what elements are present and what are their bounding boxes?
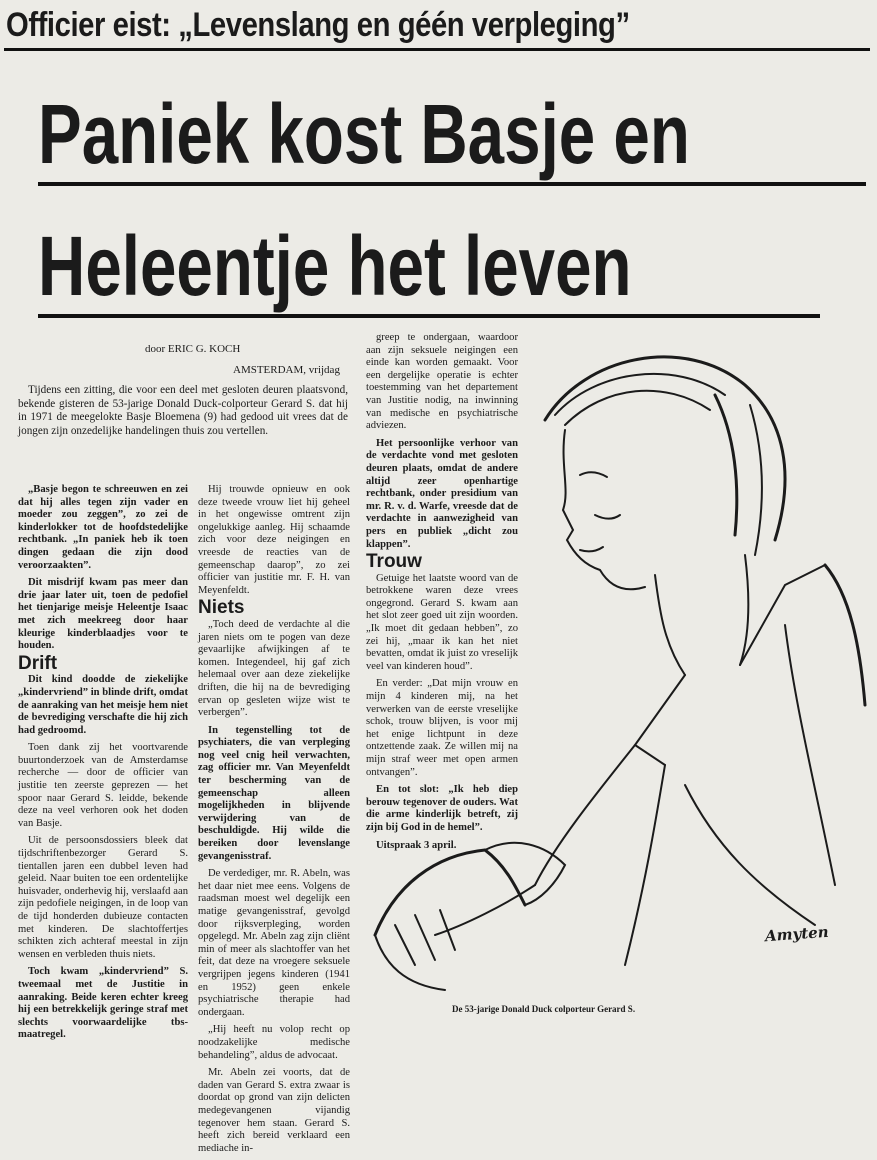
col2-paragraph-6: Mr. Abeln zei voorts, dat de daden van Gerard S. extra zwaar is doordat op grond van zijn delicten medegevangenen vijandig tegenover hem staan. Gerard S. heeft zich bereid verklaard een mediache in- (198, 1067, 350, 1154)
col1-paragraph-5: Uit de persoonsdossiers bleek dat tijdschriftenbezorger Gerard S. tientallen jaren een dubbel leven had geleid. Naar buiten toe een ordentelijke huisvader, onderhevig hij, verslaafd aan zijn pedofiele neigingen, in de loop van de tijd honderden dubieuze contacten met kinderen. De slachtoffertjes schikten zich achteraf meestal in zijn wensen en verbleden thuis niets. (18, 835, 188, 960)
courtroom-sketch (355, 325, 870, 1005)
col1-paragraph-4: Toen dank zij het voortvarende buurtonderzoek van de Amsterdamse recherche — door de officier van justitie ten zeerste geprezen — het spoor naar Gerard S. leidde, bekende deze na veel verhoren ook het doden van Basje. (18, 742, 188, 829)
byline: door ERIC G. KOCH (145, 343, 241, 355)
column-1 (18, 484, 188, 1047)
col3-paragraph-5: En tot slot: „Ik heb diep berouw tegenover de ouders. Wat die arme kinderlijk betreft, zij zijn bij God in de hemel”. (366, 784, 518, 833)
subhead-niets: Niets (198, 597, 245, 619)
subhead-trouw: Trouw (366, 551, 422, 573)
col2-paragraph-1: Hij trouwde opnieuw en ook deze tweede vrouw liet hij geheel in het ongewisse omtrent zijn ongelukkige aanleg. Hij schaamde zich voor deze neigingen en vreesde de reacties van de gemeenschap daarop”, zo zei officier van justitie mr. F. H. van Meyenfeldt. (198, 484, 350, 596)
intro-text: Tijdens een zitting, die voor een deel met gesloten deuren plaatsvond, bekende gisteren de 53-jarige Donald Duck-colporteur Gerard S. dat hij in 1971 de meegelokte Basje Bloemena (9) had gedood uit vrees dat de jongen zijn onzedelijke handelingen thuis zou vertellen. (18, 384, 348, 437)
col3-paragraph-6: Uitspraak 3 april. (376, 839, 457, 851)
kicker-headline: Officier eist: „Levenslang en géén verpleging” (6, 6, 630, 44)
kicker-rule (4, 48, 870, 51)
col2-paragraph-4: De verdediger, mr. R. Abeln, was het daar niet mee eens. Volgens de raadsman moest wel degelijk een matige gevangenisstraf, gevolgd door rijksverpleging, worden opgelegd. Mr. Abeln zag zijn cliënt min of meer als slachtoffer van het feit, dat deze na vroegere seksuele vergrijpen jegens kinderen (1941 en 1952) geen enkele psychiatrische therapie had ondergaan. (198, 868, 350, 1018)
headline-rule-1 (38, 182, 866, 186)
headline-line-1: Paniek kost Basje en (38, 87, 690, 181)
col1-quote: „Basje begon te schreeuwen en zei dat hij alles tegen zijn vader en moeder zou zeggen”, zo zei de kinderlokker tot de hoofdstedelijke rechtbank. „In paniek heb ik toen dingen gedaan die zijn dood veroorzaakten”. (18, 484, 188, 571)
col2-paragraph-3: In tegenstelling tot de psychiaters, die van verpleging nog veel cnig heil verwachten, zag officier mr. Van Meyenfeldt ter bescherming van de gemeenschap alleen mogelijkheden in blijvende verwijdering van de beschuldigde. Hij wilde die bereiken door levenslange gevangenisstraf. (198, 724, 350, 862)
col3-paragraph-3: Getuige het laatste woord van de betrokkene waren deze vrees ongegrond. Gerard S. kwam aan het slot zeer goed uit zijn woorden. „Ik moet dit gedaan hebben”, zo zei hij, „maar ik kan het niet bevatten, omdat ik juist zo vreselijk veel van kinderen houd”. (366, 572, 518, 672)
artist-signature: Amyten (764, 922, 830, 946)
headline-rule-2 (38, 314, 820, 318)
intro-paragraph (18, 384, 348, 443)
col2-paragraph-5: „Hij heeft nu volop recht op noodzakelijke medische behandeling”, aldus de advocaat. (198, 1024, 350, 1061)
col1-paragraph-2: Dit misdrijf kwam pas meer dan drie jaar later uit, toen de pedofiel het tienjarige meisje Heleentje Isaac met zich meekreeg door haar kleurige kinderblaadjes voor te houden. (18, 577, 188, 652)
col1-paragraph-3: Dit kind doodde de ziekelijke „kindervriend” in blinde drift, omdat de aanraking van het meisje hem niet de bevrediging verschafte die hij zich had gedroomd. (18, 674, 188, 736)
subhead-drift: Drift (18, 652, 58, 674)
col3-paragraph-2: Het persoonlijke verhoor van de verdachte vond met gesloten deuren plaats, omdat de andere altijd zeer openhartige rechtbank, onder presidium van mr. R. v. d. Warfe, vreesde dat de verdachte in aanwezigheid van pers en publiek „dicht zou klappen”. (366, 437, 518, 550)
dateline: AMSTERDAM, vrijdag (233, 364, 340, 376)
column-2 (198, 484, 350, 1160)
photo-caption: De 53-jarige Donald Duck colporteur Gerard S. (452, 1004, 636, 1014)
col3-paragraph-4: En verder: „Dat mijn vrouw en mijn 4 kinderen mij, na het verwerken van de eerste vreselijke schok, trouw blijven, is voor mij het enige lichtpunt in deze ontzettende zaak. Ze willen mij na mijn straf weer met open armen ontvangen”. (366, 678, 518, 778)
col3-paragraph-1: greep te ondergaan, waardoor aan zijn seksuele neigingen een einde kan worden gemaakt. Voor een dergelijke operatie is echter toestemming van het departement van Justitie nodig, na inwinning van medische en psychiatrische adviezen. (366, 332, 518, 432)
col2-paragraph-2: „Toch deed de verdachte al die jaren niets om te pogen van deze gevaarlijke afwijkingen af te komen. Integendeel, hij gaf zich helemaal over aan deze ziekelijke driften, die hij na de bevrediging ervan op gesleten wijze wist te verbergen”. (198, 618, 350, 719)
headline-line-2: Heleentje het leven (38, 219, 632, 313)
col1-paragraph-6: Toch kwam „kindervriend” S. tweemaal met de Justitie in aanraking. Beide keren echter kreeg hij een betrekkelijk geringe straf met slechts voorwaardelijke tbs-maatregel. (18, 966, 188, 1041)
